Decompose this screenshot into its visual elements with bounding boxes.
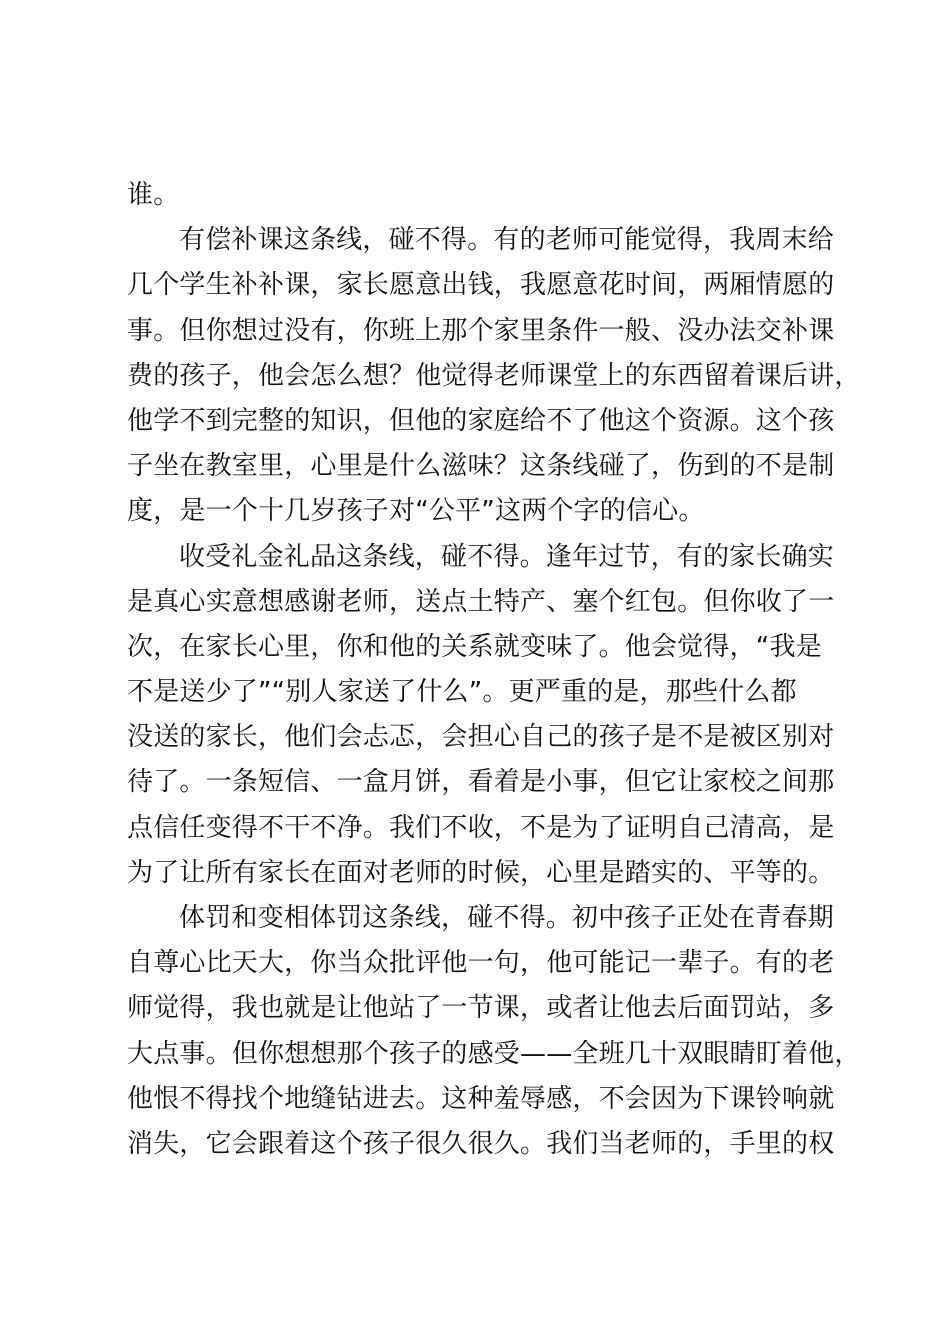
text-line: 几个学生补补课，家长愿意出钱，我愿意花时间，两厢情愿的 <box>127 270 835 301</box>
text-line: 为了让所有家长在面对老师的时候，心里是踏实的、平等的。 <box>127 857 835 888</box>
text-line: 事。但你想过没有，你班上那个家里条件一般、没办法交补课 <box>127 315 835 346</box>
text-line: 谁。 <box>127 180 180 210</box>
text-line: 度，是一个十几岁孩子对“公平”这两个字的信心。 <box>127 496 705 527</box>
body-text <box>127 173 867 1167</box>
text-line: 有偿补课这条线，碰不得。有的老师可能觉得，我周末给 <box>179 225 835 256</box>
text-line: 自尊心比天大，你当众批评他一句，他可能记一辈子。有的老 <box>127 948 835 979</box>
text-line: 不是送少了”“别人家送了什么”。更严重的是，那些什么都 <box>127 677 797 708</box>
text-line: 体罚和变相体罚这条线，碰不得。初中孩子正处在青春期 <box>179 903 835 933</box>
text-line: 待了。一条短信、一盒月饼，看着是小事，但它让家校之间那 <box>127 767 835 798</box>
text-line: 他恨不得找个地缝钻进去。这种羞辱感，不会因为下课铃响就 <box>127 1083 835 1114</box>
text-line: 消失，它会跟着这个孩子很久很久。我们当老师的，手里的权 <box>127 1128 835 1159</box>
text-line: 次，在家长心里，你和他的关系就变味了。他会觉得，“我是 <box>127 631 822 662</box>
text-line: 点信任变得不干不净。我们不收，不是为了证明自己清高，是 <box>127 812 835 843</box>
text-line: 是真心实意想感谢老师，送点土特产、塞个红包。但你收了一 <box>127 586 835 617</box>
text-line: 大点事。但你想想那个孩子的感受——全班几十双眼睛盯着他， <box>127 1038 861 1069</box>
text-line: 师觉得，我也就是让他站了一节课，或者让他去后面罚站，多 <box>127 993 835 1024</box>
text-line: 子坐在教室里，心里是什么滋味？这条线碰了，伤到的不是制 <box>127 451 835 482</box>
text-line: 没送的家长，他们会忐忑，会担心自己的孩子是不是被区别对 <box>127 722 835 753</box>
text-line: 他学不到完整的知识，但他的家庭给不了他这个资源。这个孩 <box>127 405 835 436</box>
text-line: 收受礼金礼品这条线，碰不得。逢年过节，有的家长确实 <box>179 541 835 572</box>
text-line: 费的孩子，他会怎么想？他觉得老师课堂上的东西留着课后讲， <box>127 360 861 391</box>
